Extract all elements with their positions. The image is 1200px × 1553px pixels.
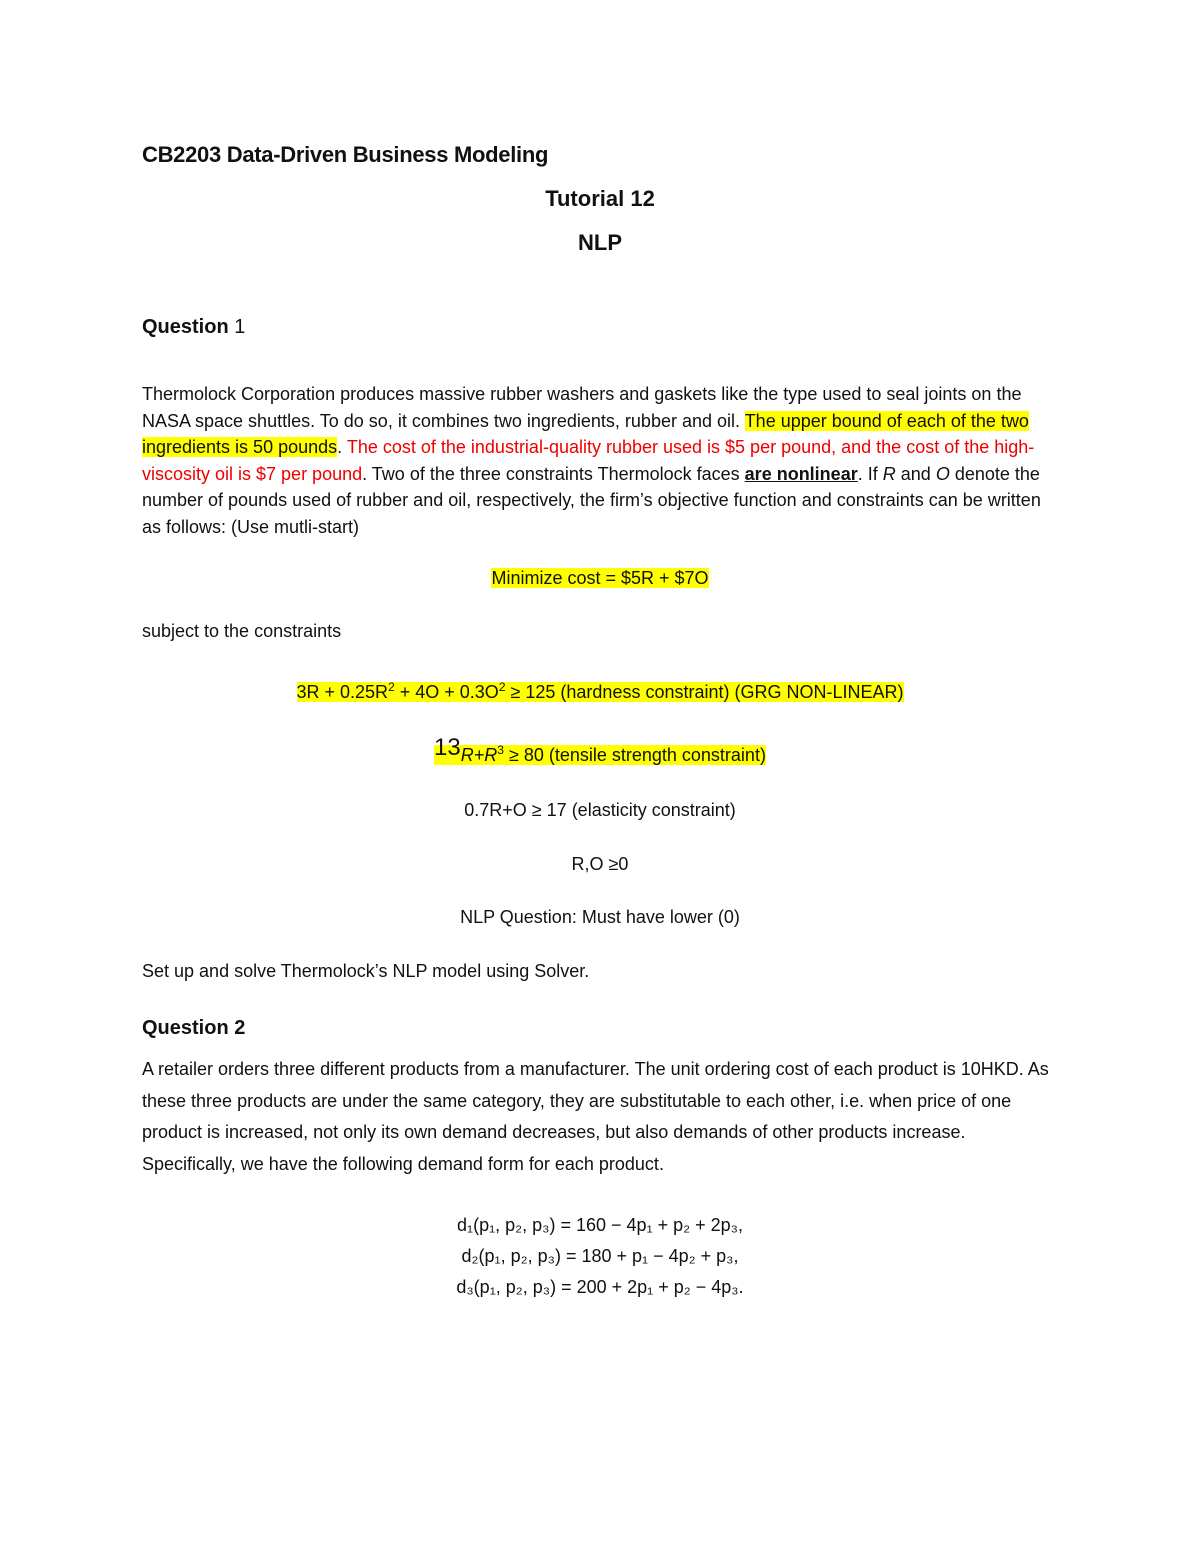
tutorial-number: Tutorial 12 xyxy=(545,186,655,211)
q1-denote-text: denote the number of pounds used of rubber and oil, respectively, the firm’s objective function and constraints can be written as follows: (Use mutli-start) xyxy=(142,463,1041,537)
demand-equation-2: d₂(p₁, p₂, p₃) = 180 + p₁ − 4p₂ + p₃, xyxy=(461,1246,739,1266)
q1-intro: Thermolock Corporation produces massive rubber washers and gaskets like the type used to seal joints on the NASA space shuttles. To do so, it combines two ingredients, rubber and oil. xyxy=(142,384,1022,431)
demand-equation-1: d₁(p₁, p₂, p₃) = 160 − 4p₁ + p₂ + 2p₃, xyxy=(456,1215,744,1235)
nonnegativity-constraint: R,O ≥0 xyxy=(571,854,629,874)
hardness-part-a: 3R + 0.25R xyxy=(296,682,389,702)
tensile-part-a: R+R xyxy=(460,745,498,765)
hardness-part-b: + 4O + 0.3O xyxy=(394,682,499,702)
elasticity-constraint: 0.7R+O ≥ 17 (elasticity constraint) xyxy=(464,800,736,820)
question-2-paragraph: A retailer orders three different products from a manufacturer. The unit ordering cost of each product is 10HKD. As these three products are under the same category, they are substitutable to each other, i.e. when price of one product is increased, not only its own demand decreases, but also demands of other products increase. Specifically, we have the following demand form for each product. xyxy=(142,1059,1049,1174)
nlp-note: NLP Question: Must have lower (0) xyxy=(460,907,740,927)
q1-var-o: O xyxy=(935,463,950,484)
question-1-heading xyxy=(142,316,245,339)
hardness-constraint xyxy=(297,682,904,702)
tensile-prefix: 13 xyxy=(434,734,461,761)
q1-highlight-upper-bound: The upper bound of each of the two ingredients is 50 pounds xyxy=(142,410,1029,458)
question-2-heading-label: Question xyxy=(142,1017,229,1039)
hardness-exponent-2: 2 xyxy=(498,680,506,694)
hardness-part-c: ≥ 125 (hardness constraint) (GRG NON-LINEAR) xyxy=(505,682,904,702)
hardness-constraint-row xyxy=(0,680,1200,703)
q1-cost-text: The cost of the industrial-quality rubber used is $5 per pound, and the cost of the high-viscosity oil is $7 per pound xyxy=(142,437,1035,484)
question-2-heading-number: 2 xyxy=(234,1017,246,1039)
q1-period: . xyxy=(337,437,343,458)
q1-var-r: R xyxy=(882,463,896,484)
course-title: CB2203 Data-Driven Business Modeling xyxy=(142,142,549,167)
q1-nonlinear-emphasis: are nonlinear xyxy=(744,463,858,484)
objective-function: Minimize cost = $5R + $7O xyxy=(491,568,709,588)
q1-and-text: and xyxy=(900,463,931,484)
question-1-heading-number: 1 xyxy=(234,316,246,338)
q1-constraints-text: . Two of the three constraints Thermolock faces xyxy=(362,463,740,484)
setup-instruction: Set up and solve Thermolock’s NLP model using Solver. xyxy=(142,961,590,981)
tensile-constraint xyxy=(434,734,766,765)
question-1-heading-label: Question xyxy=(142,316,229,338)
tensile-exponent: 3 xyxy=(497,743,504,757)
tensile-constraint-row xyxy=(0,734,1200,768)
question-2-heading xyxy=(142,1017,245,1040)
question-1-paragraph xyxy=(142,381,1060,541)
topic-title: NLP xyxy=(578,230,622,255)
tensile-part-b: ≥ 80 (tensile strength constraint) xyxy=(503,745,766,765)
q1-if-text: . If xyxy=(857,463,878,484)
demand-equation-3: d₃(p₁, p₂, p₃) = 200 + 2p₁ + p₂ − 4p₃. xyxy=(456,1277,744,1297)
hardness-exponent-1: 2 xyxy=(388,680,395,694)
subject-to-label: subject to the constraints xyxy=(142,621,342,641)
objective-function-row xyxy=(0,568,1200,589)
